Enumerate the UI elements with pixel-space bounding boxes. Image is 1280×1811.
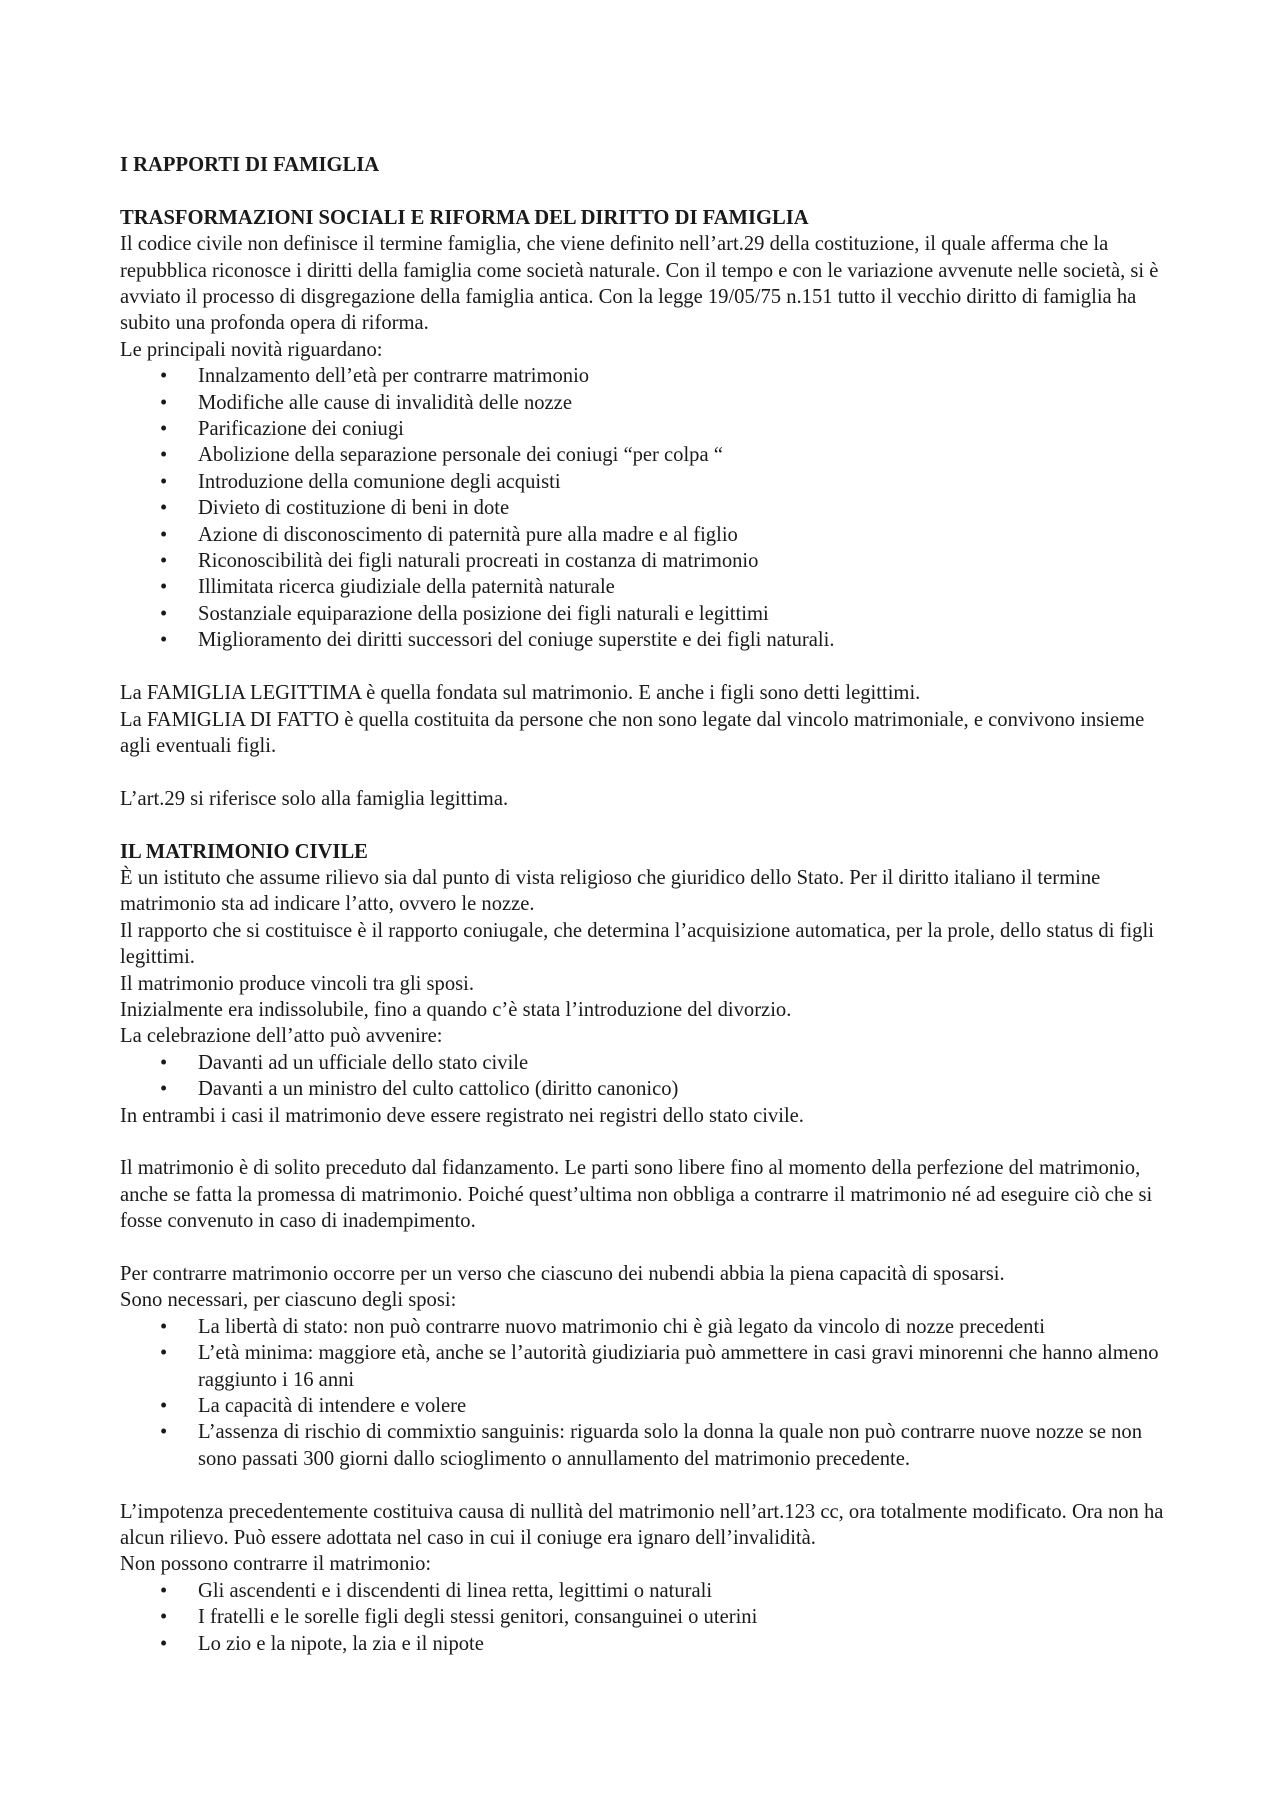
paragraph-celebrazione: La celebrazione dell’atto può avvenire: bbox=[120, 1025, 443, 1048]
bullet-icon: • bbox=[160, 1632, 168, 1655]
bullet-icon: • bbox=[160, 602, 168, 625]
bullet-icon: • bbox=[160, 1315, 168, 1338]
bullet-icon: • bbox=[160, 470, 168, 493]
paragraph-non-possono: Non possono contrarre il matrimonio: bbox=[120, 1553, 432, 1576]
list-item: • Riconoscibilità dei figli naturali procreati in costanza di matrimonio bbox=[120, 548, 1170, 574]
paragraph-famiglia-di-fatto: La FAMIGLIA DI FATTO è quella costituita da persone che non sono legate dal vincolo matrimoniale, e convivono insieme agli eventuali figli. bbox=[120, 708, 1145, 757]
list-item: • Lo zio e la nipote, la zia e il nipote bbox=[120, 1631, 1170, 1657]
list-item: • Modifiche alle cause di invalidità delle nozze bbox=[120, 390, 1170, 416]
paragraph-intro: Il codice civile non definisce il termine famiglia, che viene definito nell’art.29 della costituzione, il quale afferma che la repubblica riconosce i diritti della famiglia come società naturale. Con il tempo e con le variazione avvenute nelle società, si è avviato il processo di disgregazione della famiglia antica. Con la legge 19/05/75 n.151 tutto il vecchio diritto di famiglia ha subito una profonda opera di riforma. bbox=[120, 233, 1159, 335]
paragraph-vincoli: Il matrimonio produce vincoli tra gli sposi. bbox=[120, 972, 475, 995]
bullet-icon: • bbox=[160, 1579, 168, 1602]
spacer bbox=[120, 1472, 1170, 1498]
paragraph-necessari: Sono necessari, per ciascuno degli sposi: bbox=[120, 1289, 457, 1312]
list-item: • Parificazione dei coniugi bbox=[120, 416, 1170, 442]
bullet-icon: • bbox=[160, 1078, 168, 1101]
bullet-icon: • bbox=[160, 497, 168, 520]
paragraph-rapporto-coniugale: Il rapporto che si costituisce è il rapporto coniugale, che determina l’acquisizione automatica, per la prole, dello status di figli legittimi. bbox=[120, 919, 1154, 969]
paragraph-famiglia-legittima: La FAMIGLIA LEGITTIMA è quella fondata sul matrimonio. E anche i figli sono detti legittimi. bbox=[120, 682, 921, 705]
spacer bbox=[120, 654, 1170, 680]
list-item: • La libertà di stato: non può contrarre nuovo matrimonio chi è già legato da vincolo di nozze precedenti bbox=[120, 1314, 1170, 1340]
impedimenti-list bbox=[120, 1578, 1170, 1657]
novita-list bbox=[120, 363, 1170, 653]
list-item: • Illimitata ricerca giudiziale della paternità naturale bbox=[120, 574, 1170, 600]
spacer bbox=[120, 759, 1170, 785]
list-item: • Divieto di costituzione di beni in dote bbox=[120, 495, 1170, 521]
bullet-icon: • bbox=[160, 391, 168, 414]
section-heading-matrimonio-civile: IL MATRIMONIO CIVILE bbox=[120, 840, 368, 863]
bullet-icon: • bbox=[160, 1051, 168, 1074]
section-heading-riforma: TRASFORMAZIONI SOCIALI E RIFORMA DEL DIRITTO DI FAMIGLIA bbox=[120, 206, 809, 229]
list-item: • Davanti a un ministro del culto cattolico (diritto canonico) bbox=[120, 1076, 1170, 1102]
document-title: I RAPPORTI DI FAMIGLIA bbox=[120, 154, 380, 176]
paragraph-list-intro: Le principali novità riguardano: bbox=[120, 338, 383, 361]
paragraph-impotenza: L’impotenza precedentemente costituiva causa di nullità del matrimonio nell’art.123 cc, ora totalmente modificato. Ora non ha alcun rilievo. Può essere adottata nel caso in cui il coniuge era ignaro dell’invalidità. bbox=[120, 1500, 1164, 1550]
bullet-icon: • bbox=[160, 418, 168, 441]
paragraph-fidanzamento: Il matrimonio è di solito preceduto dal fidanzamento. Le parti sono libere fino al momento della perfezione del matrimonio, anche se fatta la promessa di matrimonio. Poiché quest’ultima non obbliga a contrarre il matrimonio né ad eseguire ciò che si fosse convenuto in caso di inadempimento. bbox=[120, 1157, 1153, 1233]
bullet-icon: • bbox=[160, 365, 168, 388]
bullet-icon: • bbox=[160, 550, 168, 573]
list-item: • L’assenza di rischio di commixtio sanguinis: riguarda solo la donna la quale non può contrarre nuove nozze se non sono passati 300 giorni dallo scioglimento o annullamento del matrimonio precedente. bbox=[160, 1421, 1143, 1470]
spacer bbox=[120, 1235, 1170, 1261]
list-item: • Gli ascendenti e i discendenti di linea retta, legittimi o naturali bbox=[120, 1578, 1170, 1604]
paragraph-art29: L’art.29 si riferisce solo alla famiglia legittima. bbox=[120, 787, 509, 810]
requisiti-list bbox=[120, 1314, 1170, 1472]
bullet-icon: • bbox=[160, 629, 168, 652]
paragraph-indissolubile: Inizialmente era indissolubile, fino a quando c’è stata l’introduzione del divorzio. bbox=[120, 998, 792, 1021]
paragraph-registrazione: In entrambi i casi il matrimonio deve essere registrato nei registri dello stato civile. bbox=[120, 1104, 804, 1127]
bullet-icon: • bbox=[160, 1342, 168, 1365]
list-item: • Davanti ad un ufficiale dello stato civile bbox=[120, 1050, 1170, 1076]
bullet-icon: • bbox=[160, 523, 168, 546]
bullet-icon: • bbox=[160, 1395, 168, 1417]
bullet-icon: • bbox=[160, 1606, 168, 1629]
list-item: • La capacità di intendere e volere bbox=[120, 1393, 1170, 1419]
list-item: • Sostanziale equiparazione della posizione dei figli naturali e legittimi bbox=[120, 601, 1170, 627]
list-item: • Azione di disconoscimento di paternità pure alla madre e al figlio bbox=[120, 522, 1170, 548]
spacer bbox=[120, 178, 1170, 204]
bullet-icon: • bbox=[160, 1421, 168, 1444]
bullet-icon: • bbox=[160, 576, 168, 599]
list-item: • L’età minima: maggiore età, anche se l’autorità giudiziaria può ammettere in casi gravi minorenni che hanno almeno raggiunto i 16 anni bbox=[160, 1342, 1159, 1391]
spacer bbox=[120, 812, 1170, 838]
paragraph-istituto: È un istituto che assume rilievo sia dal punto di vista religioso che giuridico dello Stato. Per il diritto italiano il termine matrimonio sta ad indicare l’atto, ovvero le nozze. bbox=[120, 866, 1101, 916]
list-item: • Introduzione della comunione degli acquisti bbox=[120, 469, 1170, 495]
list-item: • Innalzamento dell’età per contrarre matrimonio bbox=[120, 363, 1170, 389]
document-page bbox=[120, 152, 1170, 1657]
spacer bbox=[120, 1129, 1170, 1155]
paragraph-capacita: Per contrarre matrimonio occorre per un verso che ciascuno dei nubendi abbia la piena capacità di sposarsi. bbox=[120, 1262, 1005, 1285]
list-item: • I fratelli e le sorelle figli degli stessi genitori, consanguinei o uterini bbox=[120, 1604, 1170, 1630]
celebrazione-list bbox=[120, 1050, 1170, 1103]
bullet-icon: • bbox=[160, 444, 168, 467]
list-item: • Miglioramento dei diritti successori del coniuge superstite e dei figli naturali. bbox=[120, 627, 1170, 653]
list-item: • Abolizione della separazione personale dei coniugi “per colpa “ bbox=[120, 442, 1170, 468]
